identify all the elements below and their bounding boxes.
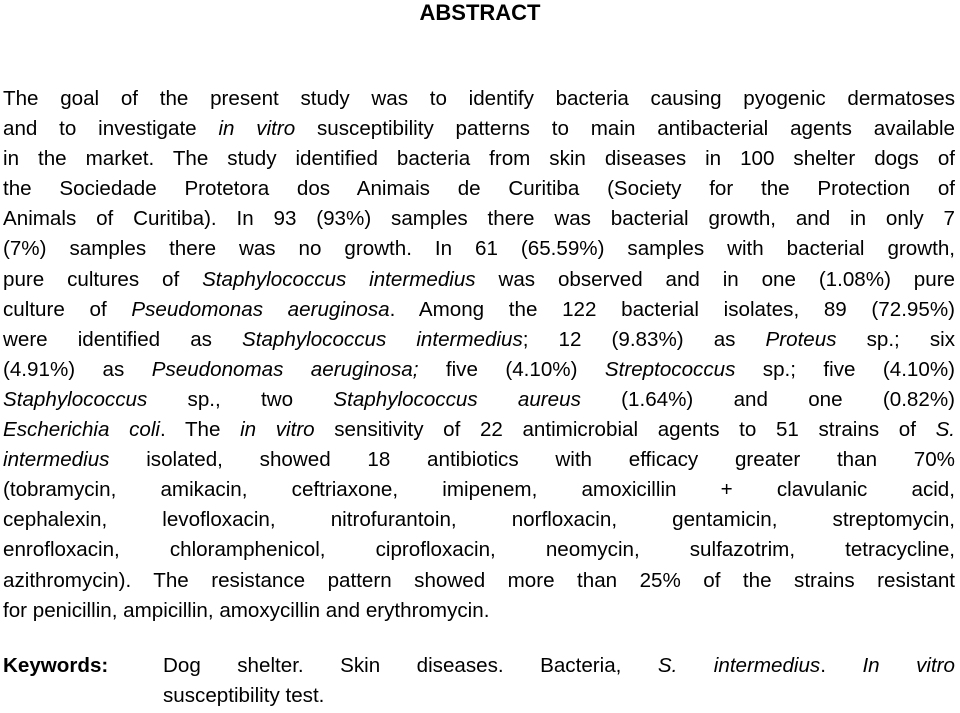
- keywords-section: [3, 651, 955, 711]
- italic-text: Staphylococcus: [3, 387, 148, 411]
- text-span: sp.; six: [836, 327, 955, 351]
- italic-text: intermedius: [3, 448, 110, 472]
- italic-text: Pseudonomas aeruginosa;: [151, 357, 419, 381]
- text-span: pure cultures of: [3, 267, 203, 291]
- abstract-line: [3, 234, 955, 264]
- keywords-label: Keywords:: [3, 654, 109, 677]
- text-span: the Sociedade Protetora dos Animais de Curitiba (Society for the Protection of: [3, 177, 955, 201]
- text-span: culture of: [3, 297, 132, 321]
- italic-text: Proteus: [765, 327, 837, 351]
- text-span: Animals of Curitiba). In 93 (93%) samples there was bacterial growth, and in only 7: [3, 207, 955, 231]
- text-span: susceptibility test.: [163, 684, 325, 708]
- text-span: ; 12 (9.83%) as: [522, 327, 766, 351]
- text-span: Dog shelter. Skin diseases. Bacteria,: [163, 654, 658, 677]
- abstract-line: [3, 475, 955, 505]
- text-span: cephalexin, levofloxacin, nitrofurantoin, norfloxacin, gentamicin, streptomycin,: [3, 508, 955, 532]
- text-span: The goal of the present study was to identify bacteria causing pyogenic dermatoses: [3, 87, 955, 110]
- abstract-line: [3, 566, 955, 596]
- italic-text: Staphylococcus intermedius: [202, 267, 476, 291]
- abstract-line: [3, 174, 955, 204]
- abstract-body: [3, 84, 955, 626]
- text-span: and to investigate: [3, 117, 219, 141]
- italic-text: In vitro: [862, 654, 955, 677]
- italic-text: S.: [935, 418, 956, 442]
- italic-text: Streptococcus: [604, 357, 736, 381]
- text-span: enrofloxacin, chloramphenicol, ciprofloxacin, neomycin, sulfazotrim, tetracycline,: [3, 538, 955, 562]
- text-span: five (4.10%): [418, 357, 605, 381]
- italic-text: Pseudomonas aeruginosa: [131, 297, 390, 321]
- text-span: susceptibility patterns to main antibacterial agents available: [295, 117, 956, 141]
- italic-text: in vitro: [240, 418, 315, 442]
- text-span: isolated, showed 18 antibiotics with efficacy greater than 70%: [109, 448, 955, 472]
- text-span: (1.64%) and one (0.82%): [580, 387, 955, 411]
- text-span: were identified as: [3, 327, 243, 351]
- text-span: sp., two: [147, 387, 334, 411]
- italic-text: in vitro: [218, 117, 296, 141]
- keywords-text-continued: [163, 681, 955, 711]
- text-span: (7%) samples there was no growth. In 61 (65.59%) samples with bacterial growth,: [3, 237, 955, 261]
- text-span: . Among the 122 bacterial isolates, 89 (72.95%): [389, 297, 955, 321]
- keywords-text: [163, 651, 955, 681]
- text-span: was observed and in one (1.08%) pure: [475, 267, 955, 291]
- italic-text: S. intermedius: [657, 654, 821, 677]
- abstract-line: [3, 114, 955, 144]
- text-span: sp.; five (4.10%): [735, 357, 955, 381]
- abstract-line: [3, 535, 955, 565]
- text-span: . The: [159, 418, 241, 442]
- abstract-line: [3, 84, 955, 114]
- abstract-line: [3, 445, 955, 475]
- text-span: (4.91%) as: [3, 357, 152, 381]
- abstract-line: [3, 355, 955, 385]
- italic-text: Staphylococcus intermedius: [242, 327, 523, 351]
- abstract-line: [3, 596, 955, 626]
- text-span: for penicillin, ampicillin, amoxycillin and erythromycin.: [3, 598, 490, 622]
- text-span: sensitivity of 22 antimicrobial agents to 51 strains of: [314, 418, 936, 442]
- abstract-line: [3, 385, 955, 415]
- abstract-line: [3, 204, 955, 234]
- italic-text: Staphylococcus aureus: [333, 387, 581, 411]
- abstract-line: [3, 325, 955, 355]
- text-span: in the market. The study identified bacteria from skin diseases in 100 shelter dogs of: [3, 147, 955, 171]
- abstract-line: [3, 415, 955, 445]
- italic-text: Escherichia coli: [3, 418, 160, 442]
- abstract-line: [3, 265, 955, 295]
- abstract-line: [3, 505, 955, 535]
- text-span: .: [820, 654, 863, 677]
- text-span: (tobramycin, amikacin, ceftriaxone, imipenem, amoxicillin + clavulanic acid,: [3, 478, 955, 502]
- abstract-line: [3, 144, 955, 174]
- abstract-line: [3, 295, 955, 325]
- abstract-title: ABSTRACT: [419, 0, 541, 25]
- text-span: azithromycin). The resistance pattern showed more than 25% of the strains resistant: [3, 568, 955, 592]
